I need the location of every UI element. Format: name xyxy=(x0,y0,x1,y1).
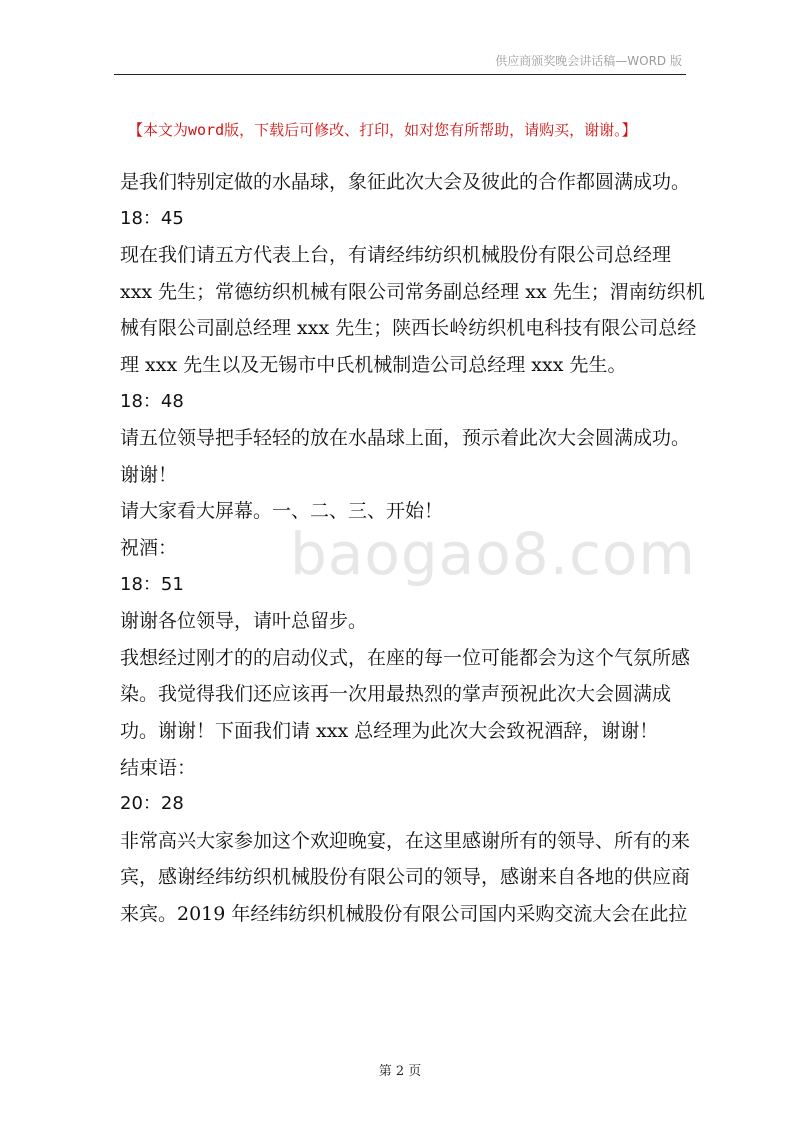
section-label: 祝酒： xyxy=(120,536,178,559)
header-title: 供应商颁奖晚会讲话稿—WORD 版 xyxy=(495,54,682,68)
time-stamp: 18：51 xyxy=(120,573,184,595)
text-line: 来宾。2019 年经纬纺织机械股份有限公司国内采购交流大会在此拉 xyxy=(120,902,688,925)
watermark-text: baogao8.com xyxy=(290,520,696,588)
text-line: 非常高兴大家参加这个欢迎晚宴，在这里感谢所有的领导、所有的来 xyxy=(120,829,691,852)
page-number: 第 2 页 xyxy=(378,1064,422,1079)
text-line: 现在我们请五方代表上台，有请经纬纺织机械股份有限公司总经理 xyxy=(120,244,672,267)
text-line: 理 xxx 先生以及无锡市中氏机械制造公司总经理 xxx 先生。 xyxy=(120,353,627,376)
download-notice: 【本文为word版，下载后可修改、打印，如对您有所帮助，请购买，谢谢。】 xyxy=(128,121,637,139)
time-stamp: 20：28 xyxy=(120,793,184,815)
text-line: 械有限公司副总经理 xxx 先生；陕西长岭纺织机电科技有限公司总经 xyxy=(120,317,697,340)
text-line: 染。我觉得我们还应该再一次用最热烈的掌声预祝此次大会圆满成 xyxy=(120,683,672,706)
text-line: 谢谢！ xyxy=(120,463,178,486)
header-divider xyxy=(114,74,686,75)
text-line: 请大家看大屏幕。一、二、三、开始！ xyxy=(120,500,444,523)
text-line: 功。谢谢！下面我们请 xxx 总经理为此次大会致祝酒辞，谢谢！ xyxy=(120,719,659,742)
text-line: 谢谢各位领导，请叶总留步。 xyxy=(120,610,368,633)
text-line: 是我们特别定做的水晶球，象征此次大会及彼此的合作都圆满成功。 xyxy=(120,171,691,193)
time-stamp: 18：48 xyxy=(120,390,184,412)
document-body xyxy=(120,164,705,932)
time-stamp: 18：45 xyxy=(120,207,184,229)
text-line: 请五位领导把手轻轻的放在水晶球上面，预示着此次大会圆满成功。 xyxy=(120,427,691,450)
text-line: 我想经过刚才的的启动仪式，在座的每一位可能都会为这个气氛所感 xyxy=(120,646,691,669)
text-line: 宾，感谢经纬纺织机械股份有限公司的领导，感谢来自各地的供应商 xyxy=(120,866,691,889)
text-line: xxx 先生；常德纺织机械有限公司常务副总经理 xx 先生；渭南纺织机 xyxy=(120,280,705,303)
section-label: 结束语： xyxy=(120,756,197,779)
